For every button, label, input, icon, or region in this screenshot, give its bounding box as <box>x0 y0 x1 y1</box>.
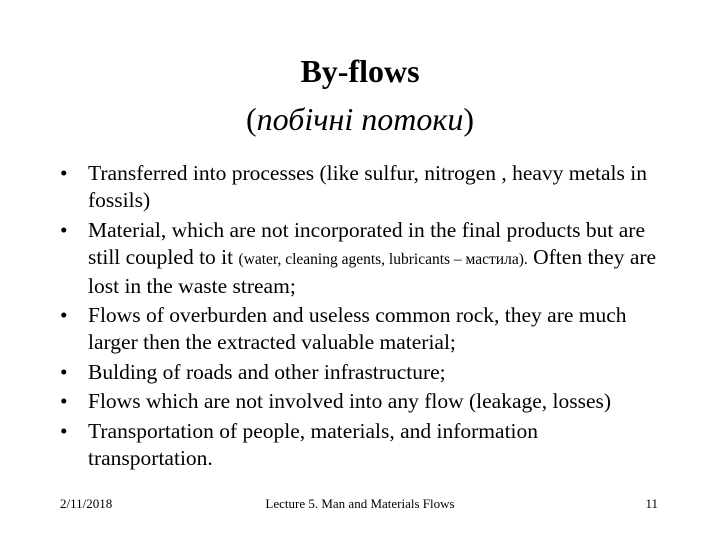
bullet-icon: • <box>60 217 68 242</box>
list-item <box>60 217 660 300</box>
footer-lecture-title: Lecture 5. Man and Materials Flows <box>265 496 455 511</box>
list-item <box>60 302 660 356</box>
bullet-text: Bulding of roads and other infrastructure; <box>88 359 446 384</box>
bullet-text: Flows which are not involved into any flow (leakage, losses) <box>88 389 612 413</box>
bullet-list <box>60 160 660 474</box>
footer-page-number: 11 <box>645 496 658 511</box>
bullet-icon: • <box>60 418 68 443</box>
bullet-text: Often they are lost in the waste stream; <box>88 244 657 298</box>
bullet-icon: • <box>60 359 68 384</box>
list-item <box>60 359 660 386</box>
list-item <box>60 160 660 214</box>
bullet-icon: • <box>60 303 68 327</box>
bullet-text: Transportation of people, materials, and information transportation. <box>88 418 539 470</box>
footer-date: 2/11/2018 <box>60 496 113 511</box>
bullet-text: Material, which are not incorporated in the final products but are still coupled to it <box>88 217 646 269</box>
bullet-icon: • <box>60 161 68 185</box>
slide-title <box>0 52 720 138</box>
title-paren-open: ( <box>246 101 257 137</box>
title-paren-close: ) <box>463 101 474 137</box>
bullet-text-small: (water, cleaning agents, lubricants – мастила). <box>238 250 528 268</box>
title-ukrainian: побічні потоки <box>256 101 464 137</box>
title-main: By-flows <box>300 53 420 89</box>
list-item <box>60 418 660 472</box>
bullet-icon: • <box>60 389 68 413</box>
bullet-text: Transferred into processes (like sulfur, nitrogen , heavy metals in fossils) <box>88 161 647 212</box>
title-subtitle <box>0 100 720 138</box>
list-item <box>60 388 660 415</box>
bullet-text: Flows of overburden and useless common rock, they are much larger then the extracted valuable material; <box>88 303 627 354</box>
